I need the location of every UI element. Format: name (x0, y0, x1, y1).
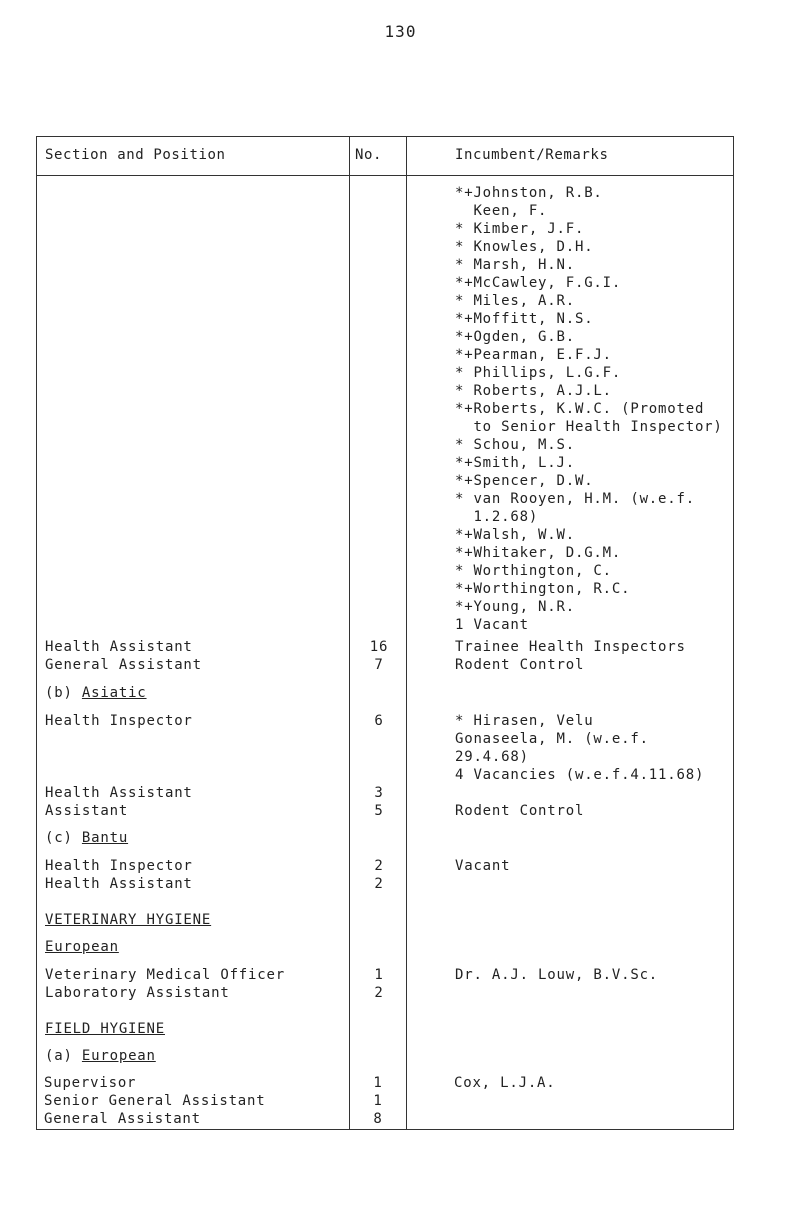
incumbent-name: * Marsh, H.N. (455, 257, 575, 273)
section-heading: (c) Bantu (45, 830, 129, 846)
incumbent-name: 1.2.68) (455, 509, 539, 525)
position-count: 1 (374, 967, 384, 983)
incumbent-name: *+Spencer, D.W. (455, 473, 594, 489)
incumbent-name: *+Walsh, W.W. (455, 527, 575, 543)
remark: Gonaseela, M. (w.e.f. (455, 731, 649, 747)
section-subheading: (a) European (45, 1048, 156, 1064)
position-label: Laboratory Assistant (45, 985, 230, 1001)
position-label: General Assistant (45, 657, 202, 673)
position-count: 5 (374, 803, 384, 819)
remark: Trainee Health Inspectors (455, 639, 686, 655)
position-label: Senior General Assistant (44, 1093, 266, 1109)
incumbent-name: *+Johnston, R.B. (455, 185, 603, 201)
remark: 29.4.68) (455, 749, 529, 765)
remark: Dr. A.J. Louw, B.V.Sc. (455, 967, 659, 983)
header-section: Section and Position (45, 147, 226, 163)
remark: Rodent Control (455, 657, 585, 673)
incumbent-name: * Knowles, D.H. (455, 239, 594, 255)
remark: Rodent Control (455, 803, 585, 819)
position-label: Health Inspector (45, 858, 193, 874)
incumbent-name: *+Worthington, R.C. (455, 581, 631, 597)
position-label: Health Inspector (45, 713, 193, 729)
position-label: General Assistant (44, 1111, 201, 1127)
section-heading: (b) Asiatic (45, 685, 147, 701)
incumbent-name: * Schou, M.S. (455, 437, 575, 453)
incumbent-name: to Senior Health Inspector) (455, 419, 723, 435)
remark: * Hirasen, Velu (455, 713, 594, 729)
position-label: Health Assistant (45, 785, 193, 801)
position-count: 2 (374, 876, 384, 892)
position-label: Health Assistant (45, 639, 193, 655)
incumbent-name: *+Whitaker, D.G.M. (455, 545, 622, 561)
remark: Cox, L.J.A. (454, 1075, 556, 1091)
position-count: 7 (374, 657, 384, 673)
position-count: 2 (374, 985, 384, 1001)
staff-table (36, 136, 734, 1130)
position-label: Assistant (45, 803, 129, 819)
position-count: 3 (374, 785, 384, 801)
incumbent-name: * Worthington, C. (455, 563, 612, 579)
position-count: 6 (374, 713, 384, 729)
incumbent-name: * van Rooyen, H.M. (w.e.f. (455, 491, 695, 507)
position-count: 1 (373, 1093, 383, 1109)
section-heading: VETERINARY HYGIENE (45, 912, 212, 928)
incumbent-name: * Miles, A.R. (455, 293, 575, 309)
incumbent-name: *+McCawley, F.G.I. (455, 275, 622, 291)
remark: 4 Vacancies (w.e.f.4.11.68) (455, 767, 705, 783)
incumbent-name: * Roberts, A.J.L. (455, 383, 612, 399)
incumbent-name: *+Roberts, K.W.C. (Promoted (455, 401, 705, 417)
incumbent-name: *+Smith, L.J. (455, 455, 575, 471)
header-remarks: Incumbent/Remarks (455, 147, 609, 163)
page-number: 130 (384, 22, 417, 41)
position-count: 1 (373, 1075, 383, 1091)
position-count: 8 (373, 1111, 383, 1127)
incumbent-name: *+Young, N.R. (455, 599, 575, 615)
position-label: Supervisor (44, 1075, 137, 1091)
incumbent-name: * Kimber, J.F. (455, 221, 585, 237)
position-label: Veterinary Medical Officer (45, 967, 285, 983)
incumbent-name: *+Pearman, E.F.J. (455, 347, 612, 363)
incumbent-name: * Phillips, L.G.F. (455, 365, 622, 381)
remark: Vacant (455, 858, 511, 874)
section-subheading: European (45, 939, 119, 955)
incumbent-name: *+Moffitt, N.S. (455, 311, 594, 327)
position-count: 2 (374, 858, 384, 874)
incumbent-name: 1 Vacant (455, 617, 529, 633)
incumbent-name: Keen, F. (455, 203, 548, 219)
incumbent-name: *+Ogden, G.B. (455, 329, 575, 345)
header-no: No. (355, 147, 383, 163)
column-divider (349, 137, 350, 1129)
position-label: Health Assistant (45, 876, 193, 892)
position-count: 16 (369, 639, 389, 655)
section-heading: FIELD HYGIENE (45, 1021, 165, 1037)
